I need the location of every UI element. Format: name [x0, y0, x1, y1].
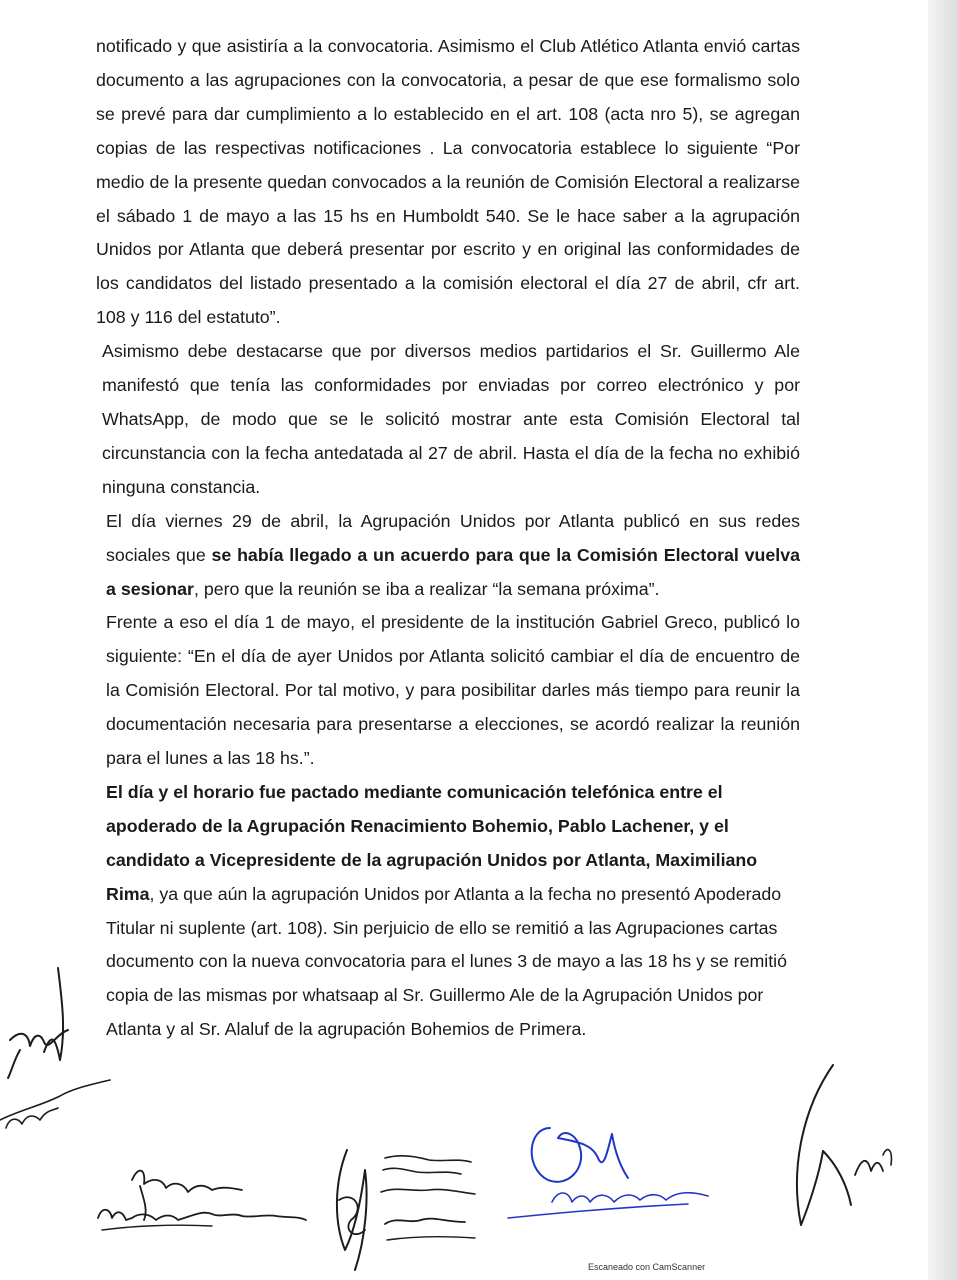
paragraph-5-bold: El día y el horario fue pactado mediante comunicación telefónica entre el apoderado de la Agrupación Renacimiento Bohemio, Pablo Lachener, y el candidato a Vicepresidente de la agrupación Unidos por Atlanta, Maximiliano Rima	[106, 781, 758, 904]
signature-cantarini	[325, 1140, 495, 1280]
paragraph-2	[96, 335, 800, 505]
paragraph-3-text-a: El día viernes 29 de abril, la Agrupación Unidos por Atlanta publicó en sus redes sociales que	[106, 510, 800, 565]
document-body	[96, 30, 800, 1047]
signature-gabriel-greco	[488, 1098, 738, 1238]
paragraph-4	[96, 606, 800, 776]
scanner-footer: Escaneado con CamScanner	[588, 1262, 706, 1272]
paragraph-3-text-b: , pero que la reunión se iba a realizar “la semana próxima”.	[193, 578, 660, 599]
paragraph-3-bold: se había llegado a un acuerdo para que la Comisión Electoral vuelva a sesionar	[106, 544, 800, 599]
signature-right	[775, 1055, 925, 1245]
paragraph-5-text: , ya que aún la agrupación Unidos por Atlanta a la fecha no presentó Apoderado Titular ni suplente (art. 108). Sin perjuicio de ello se remitió a las Agrupaciones cartas documento con la nueva convocatoria para el lunes 3 de mayo a las 18 hs y se remitió copia de las mismas por whatsaap al Sr. Guillermo Ale de la Agrupación Unidos por Atlanta y al Sr. Alaluf de la agrupación Bohemios de Primera.	[106, 883, 788, 1040]
page-edge-shadow	[928, 0, 958, 1280]
paragraph-5	[96, 776, 800, 1047]
paragraph-1	[96, 30, 800, 335]
paragraph-2-text: Asimismo debe destacarse que por diversos medios partidarios el Sr. Guillermo Ale manifestó que tenía las conformidades por enviadas por correo electrónico y por WhatsApp, de modo que se le solicitó mostrar ante esta Comisión Electoral tal circunstancia con la fecha antedatada al 27 de abril. Hasta el día de la fecha no exhibió ninguna constancia.	[102, 341, 800, 497]
signature-renacimiento-bohemio	[92, 1160, 322, 1240]
paragraph-1-text: notificado y que asistiría a la convocatoria. Asimismo el Club Atlético Atlanta envió cartas documento a las agrupaciones con la convocatoria, a pesar de que ese formalismo solo se prevé para dar cumplimiento a lo establecido en el art. 108 (acta nro 5), se agregan copias de las respectivas notificaciones . La convocatoria establece lo siguiente “Por medio de la presente quedan convocados a la reunión de Comisión Electoral a realizarse el sábado 1 de mayo a las 15 hs en Humboldt 540. Se le hace saber a la agrupación Unidos por Atlanta que deberá presentar por escrito y en original las conformidades de los candidatos del listado presentado a la comisión electoral el día 27 de abril, cfr art. 108 y 116 del estatuto”.	[96, 36, 800, 328]
paragraph-3	[96, 505, 800, 607]
margin-signature	[0, 960, 130, 1140]
paragraph-4-text: Frente a eso el día 1 de mayo, el presidente de la institución Gabriel Greco, publicó lo siguiente: “En el día de ayer Unidos por Atlanta solicitó cambiar el día de encuentro de la Comisión Electoral. Por tal motivo, y para posibilitar darles más tiempo para reunir la documentación necesaria para presentarse a elecciones, se acordó realizar la reunión para el lunes a las 18 hs.”.	[106, 612, 800, 769]
